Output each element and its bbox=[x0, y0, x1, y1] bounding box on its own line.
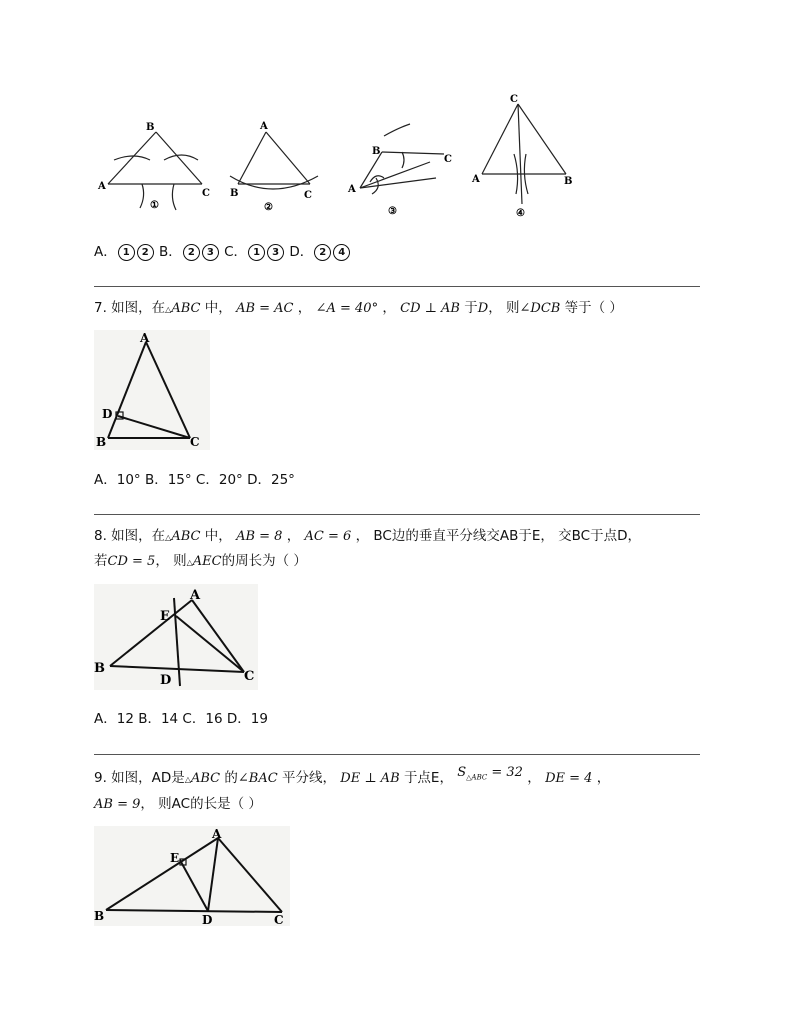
q6-option-d-num-1: 2 bbox=[314, 244, 331, 261]
q7-stem-5: 等于（ ） bbox=[564, 300, 623, 316]
q7-label-a: A bbox=[140, 331, 150, 345]
divider bbox=[94, 754, 700, 755]
q6-fig1-label-a: A bbox=[98, 181, 106, 192]
q7-abc: ABC bbox=[171, 301, 201, 316]
q6-option-a-prefix: A． bbox=[94, 244, 117, 260]
q6-fig3-caption: ③ bbox=[388, 206, 397, 217]
q9-triangle-symbol: △ bbox=[184, 775, 191, 784]
q6-fig2-label-c: C bbox=[304, 190, 312, 201]
q9-figure bbox=[94, 826, 290, 926]
q6-option-c-num-1: 1 bbox=[248, 244, 265, 261]
q9-label-c: C bbox=[274, 913, 284, 926]
q7-stem-2: 中， bbox=[204, 300, 232, 316]
q6-option-c-prefix: C． bbox=[224, 244, 248, 260]
q9-label-e: E bbox=[170, 851, 180, 865]
q6-option-a-num-2: 2 bbox=[137, 244, 154, 261]
q6-fig1-label-c: C bbox=[202, 188, 210, 199]
q7-sep-2: ， bbox=[382, 300, 396, 316]
q8-label-a: A bbox=[190, 588, 201, 603]
q9-label-a: A bbox=[212, 827, 222, 841]
q9-stem-3: 平分线， bbox=[281, 770, 336, 786]
divider bbox=[94, 514, 700, 515]
q8-line2-2: ， 则 bbox=[155, 553, 187, 569]
q6-figure-4 bbox=[470, 90, 582, 220]
q6-fig2-caption: ② bbox=[264, 202, 273, 213]
q9-area: $S_{\triangle ABC} = 32$ bbox=[457, 765, 523, 782]
q7-sep-1: ， bbox=[297, 300, 312, 316]
q8-stem-line-2 bbox=[94, 549, 307, 569]
q8-label-b: B bbox=[94, 661, 105, 676]
q7-label-b: B bbox=[96, 435, 107, 449]
q9-stem-2: 的 bbox=[224, 770, 238, 786]
q9-eq2: DE = 4 bbox=[545, 771, 593, 786]
q6-fig4-label-c: C bbox=[510, 94, 518, 105]
q6-option-b-num-2: 3 bbox=[202, 244, 219, 261]
q6-figure-3 bbox=[340, 112, 470, 222]
q9-abc: ABC bbox=[190, 771, 221, 786]
q6-fig1-label-b: B bbox=[146, 122, 155, 133]
q9-stem-line-2 bbox=[94, 792, 262, 812]
q9-label-b: B bbox=[94, 909, 105, 923]
q9-angle: ∠BAC bbox=[237, 771, 278, 786]
q8-triangle-symbol-2: △ bbox=[186, 558, 193, 567]
q7-label-c: C bbox=[190, 435, 200, 449]
q6-fig3-label-c: C bbox=[444, 154, 452, 165]
q6-option-b-prefix: B． bbox=[159, 244, 182, 260]
q7-figure bbox=[94, 330, 210, 450]
q9-stem-line-1: 9. 如图，AD是△ABC 的∠BAC 平分线， DE ⊥ AB 于点E， $S_{\triangle ABC} = 32$ ， DE = 4 ， bbox=[94, 765, 611, 786]
q7-stem-4: ， 则 bbox=[488, 300, 520, 316]
q8-eq1: AB = 8 bbox=[236, 529, 283, 544]
q6-fig2-label-b: B bbox=[230, 188, 239, 199]
q8-line2-3: 的周长为（ ） bbox=[221, 553, 307, 569]
q7-eq3: CD ⊥ AB bbox=[400, 301, 460, 316]
q6-figure-1 bbox=[94, 118, 226, 228]
q8-label-c: C bbox=[244, 669, 255, 684]
q7-options: A．10° B．15° C．20° D．25° bbox=[94, 472, 295, 488]
q9-eq1: DE ⊥ AB bbox=[340, 771, 400, 786]
q6-options bbox=[94, 240, 351, 261]
q6-option-a-num-1: 1 bbox=[118, 244, 135, 261]
q6-fig4-label-a: A bbox=[472, 174, 480, 185]
divider bbox=[94, 286, 700, 287]
q7-label-d: D bbox=[102, 407, 113, 421]
q8-eq3: CD = 5 bbox=[107, 554, 156, 569]
q7-stem bbox=[94, 296, 623, 316]
q8-stem-line-1: 8. 如图，在△ABC 中， AB = 8 ， AC = 6 ， BC边的垂直平分线交AB于E， 交BC于点D， bbox=[94, 528, 642, 544]
q9-stem-1: 9. 如图，AD是 bbox=[94, 770, 185, 786]
q6-option-d-prefix: D． bbox=[289, 244, 314, 260]
q9-line2-1: AB = 9 bbox=[94, 797, 141, 812]
q8-line2-1: 若 bbox=[94, 553, 108, 569]
q7-d: D bbox=[477, 301, 489, 316]
q9-line2-2: ， 则AC的长是（ ） bbox=[140, 796, 262, 812]
q9-stem-4: 于点E， bbox=[403, 770, 453, 786]
q7-stem-1: 7. 如图，在 bbox=[94, 300, 166, 316]
q6-fig1-caption: ① bbox=[150, 200, 159, 211]
q8-label-d: D bbox=[160, 673, 172, 688]
q7-angle: ∠DCB bbox=[519, 301, 561, 316]
q6-fig3-label-a: A bbox=[348, 184, 356, 195]
q8-figure bbox=[94, 584, 258, 690]
q8-triangle-symbol: △ bbox=[165, 533, 172, 542]
q7-eq2: ∠A = 40° bbox=[315, 301, 379, 316]
q7-stem-3: 于 bbox=[464, 300, 478, 316]
q6-fig4-label-b: B bbox=[564, 176, 573, 187]
q6-fig2-label-a: A bbox=[260, 121, 268, 132]
q7-triangle-symbol: △ bbox=[165, 305, 172, 314]
q6-option-c-num-2: 3 bbox=[267, 244, 284, 261]
q7-eq1: AB = AC bbox=[236, 301, 294, 316]
q8-abc: ABC bbox=[171, 529, 201, 544]
q8-stem-2: 中， bbox=[204, 528, 232, 544]
q8-label-e: E bbox=[160, 609, 170, 624]
q8-eq2: AC = 6 bbox=[304, 529, 352, 544]
q8-options: A．12 B．14 C．16 D．19 bbox=[94, 711, 268, 727]
q9-label-d: D bbox=[202, 913, 213, 926]
q6-figure-2 bbox=[224, 118, 334, 228]
q8-aec: AEC bbox=[192, 554, 222, 569]
q6-option-b-num-1: 2 bbox=[183, 244, 200, 261]
q6-option-d-num-2: 4 bbox=[333, 244, 350, 261]
q8-stem-1: 8. 如图，在 bbox=[94, 528, 166, 544]
q6-fig3-label-b: B bbox=[372, 146, 381, 157]
q8-stem-3: BC边的垂直平分线交AB于E， 交BC于点D， bbox=[373, 528, 642, 544]
q6-fig4-caption: ④ bbox=[516, 208, 525, 219]
